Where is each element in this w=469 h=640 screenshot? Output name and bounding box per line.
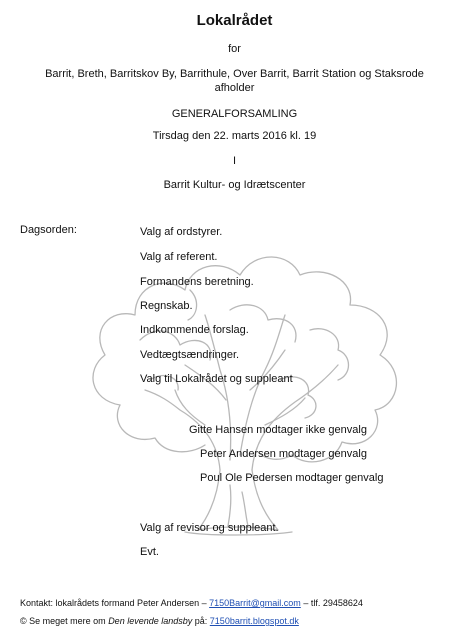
contact-line [20,598,363,608]
agenda-item: Valg af ordstyrer. [140,226,223,238]
agenda-label: Dagsorden: [20,224,77,236]
i-line: I [232,155,237,167]
candidate-note: Poul Ole Pedersen modtager genvalg [200,472,384,484]
event-datetime: Tirsdag den 22. marts 2016 kl. 19 [152,130,317,142]
agenda-item: Vedtægtsændringer. [140,349,240,361]
agenda-item: Formandens beretning. [140,276,254,288]
event-title: GENERALFORSAMLING [171,108,298,120]
candidate-note: Peter Andersen modtager genvalg [200,448,367,460]
contact-text: Kontakt: lokalrådets formand Peter Andersen – [20,598,207,608]
agenda-item: Evt. [140,546,159,558]
see-more-text: © Se meget mere om [20,616,106,626]
places-line: Barrit, Breth, Barritskov By, Barrithule, Over Barrit, Barrit Station og Staksrode [45,68,424,80]
agenda-item: Regnskab. [140,300,193,312]
page-title: Lokalrådet [196,12,273,29]
afholder-line: afholder [214,82,255,94]
agenda-item: Valg af revisor og suppleant. [140,522,279,534]
blog-link[interactable]: 7150barrit.blogspot.dk [209,616,299,626]
phone-text: – tlf. 29458624 [303,598,363,608]
venue-line: Barrit Kultur- og Idrætscenter [163,179,306,191]
see-more-italic: Den levende landsby [108,616,193,626]
agenda-item: Valg til Lokalrådet og suppleant [140,373,293,385]
agenda-item: Valg af referent. [140,251,218,263]
candidate-note: Gitte Hansen modtager ikke genvalg [189,424,367,436]
agenda-item: Indkommende forslag. [140,324,249,336]
for-line: for [228,43,241,55]
email-link[interactable]: 7150Barrit@gmail.com [209,598,301,608]
see-more-on: på: [194,616,208,626]
see-more-line [20,616,299,626]
